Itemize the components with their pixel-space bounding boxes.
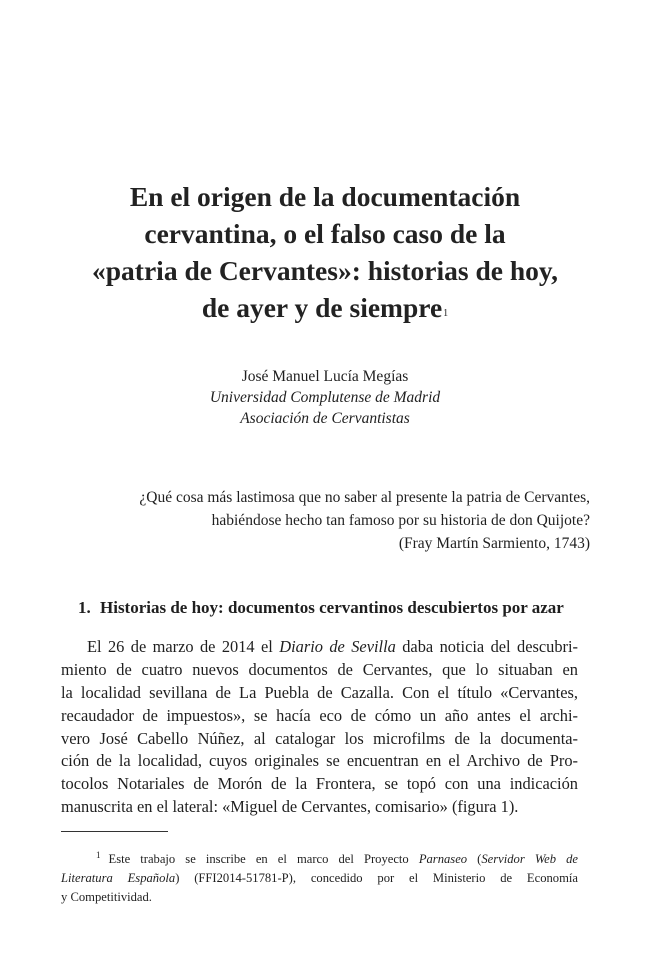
- paragraph-line: recaudador de impuestos», se hacía eco de cómo un año antes el archi-: [61, 705, 578, 725]
- epigraph-attribution: (Fray Martín Sarmiento, 1743): [398, 535, 590, 552]
- footnote-line: y Competitividad.: [61, 890, 152, 905]
- text-run-italic: Servidor Web de: [481, 852, 579, 867]
- title-line: cervantina, o el falso caso de la: [144, 218, 506, 249]
- text-run: Este trabajo se inscribe en el marco del Proyecto: [108, 852, 419, 867]
- title-line-text: de ayer y de siempre: [201, 292, 443, 323]
- author-block: [60, 366, 590, 429]
- footnote-mark: 1: [96, 850, 101, 860]
- epigraph: [60, 486, 590, 555]
- paragraph-line: vero José Cabello Núñez, al catalogar los microfilms de la documenta-: [61, 728, 578, 748]
- title-line: En el origen de la documentación: [129, 181, 521, 212]
- footnote-line: [61, 869, 578, 888]
- footnote-line: [61, 846, 578, 869]
- title-footnote-mark[interactable]: 1: [443, 308, 449, 319]
- paragraph-line: tocolos Notariales de Morón de la Frontera, se topó con una indicación: [61, 774, 578, 794]
- text-run: daba noticia del descubri-: [395, 637, 578, 656]
- section-title: Historias de hoy: documentos cervantinos descubiertos por azar: [100, 598, 564, 617]
- footnote: [61, 846, 578, 907]
- text-run: (: [467, 852, 482, 867]
- title-line: [60, 289, 590, 326]
- epigraph-line: habiéndose hecho tan famoso por su historia de don Quijote?: [211, 512, 590, 529]
- footnote-divider: [61, 831, 168, 832]
- title-line: «patria de Cervantes»: historias de hoy,: [92, 255, 558, 286]
- paragraph-line: miento de cuatro nuevos documentos de Cervantes, que lo situaban en: [61, 659, 578, 679]
- section-number: 1.: [78, 598, 91, 617]
- author-name: José Manuel Lucía Megías: [241, 368, 409, 385]
- project-name: Parnaseo: [418, 852, 468, 867]
- epigraph-line: ¿Qué cosa más lastimosa que no saber al presente la patria de Cervantes,: [139, 489, 590, 506]
- text-run: El 26 de marzo de 2014 el: [87, 637, 280, 656]
- author-affiliation-association: Asociación de Cervantistas: [240, 410, 410, 427]
- article-title: [60, 178, 590, 326]
- paragraph-line: manuscrita en el lateral: «Miguel de Cervantes, comisario» (figura 1).: [61, 797, 519, 817]
- author-affiliation-university: Universidad Complutense de Madrid: [209, 389, 441, 406]
- body-paragraph: [61, 636, 578, 819]
- paragraph-line: la localidad sevillana de La Puebla de Cazalla. Con el título «Cervantes,: [61, 682, 578, 702]
- text-run-italic: Literatura Española: [61, 871, 176, 886]
- section-heading: [78, 598, 598, 618]
- paragraph-line: [61, 636, 578, 659]
- text-run: ) (FFI2014-51781-P), concedido por el Ministerio de Economía: [175, 871, 578, 886]
- newspaper-title: Diario de Sevilla: [279, 637, 396, 656]
- paragraph-line: ción de la localidad, cuyos originales se encuentran en el Archivo de Pro-: [61, 751, 578, 771]
